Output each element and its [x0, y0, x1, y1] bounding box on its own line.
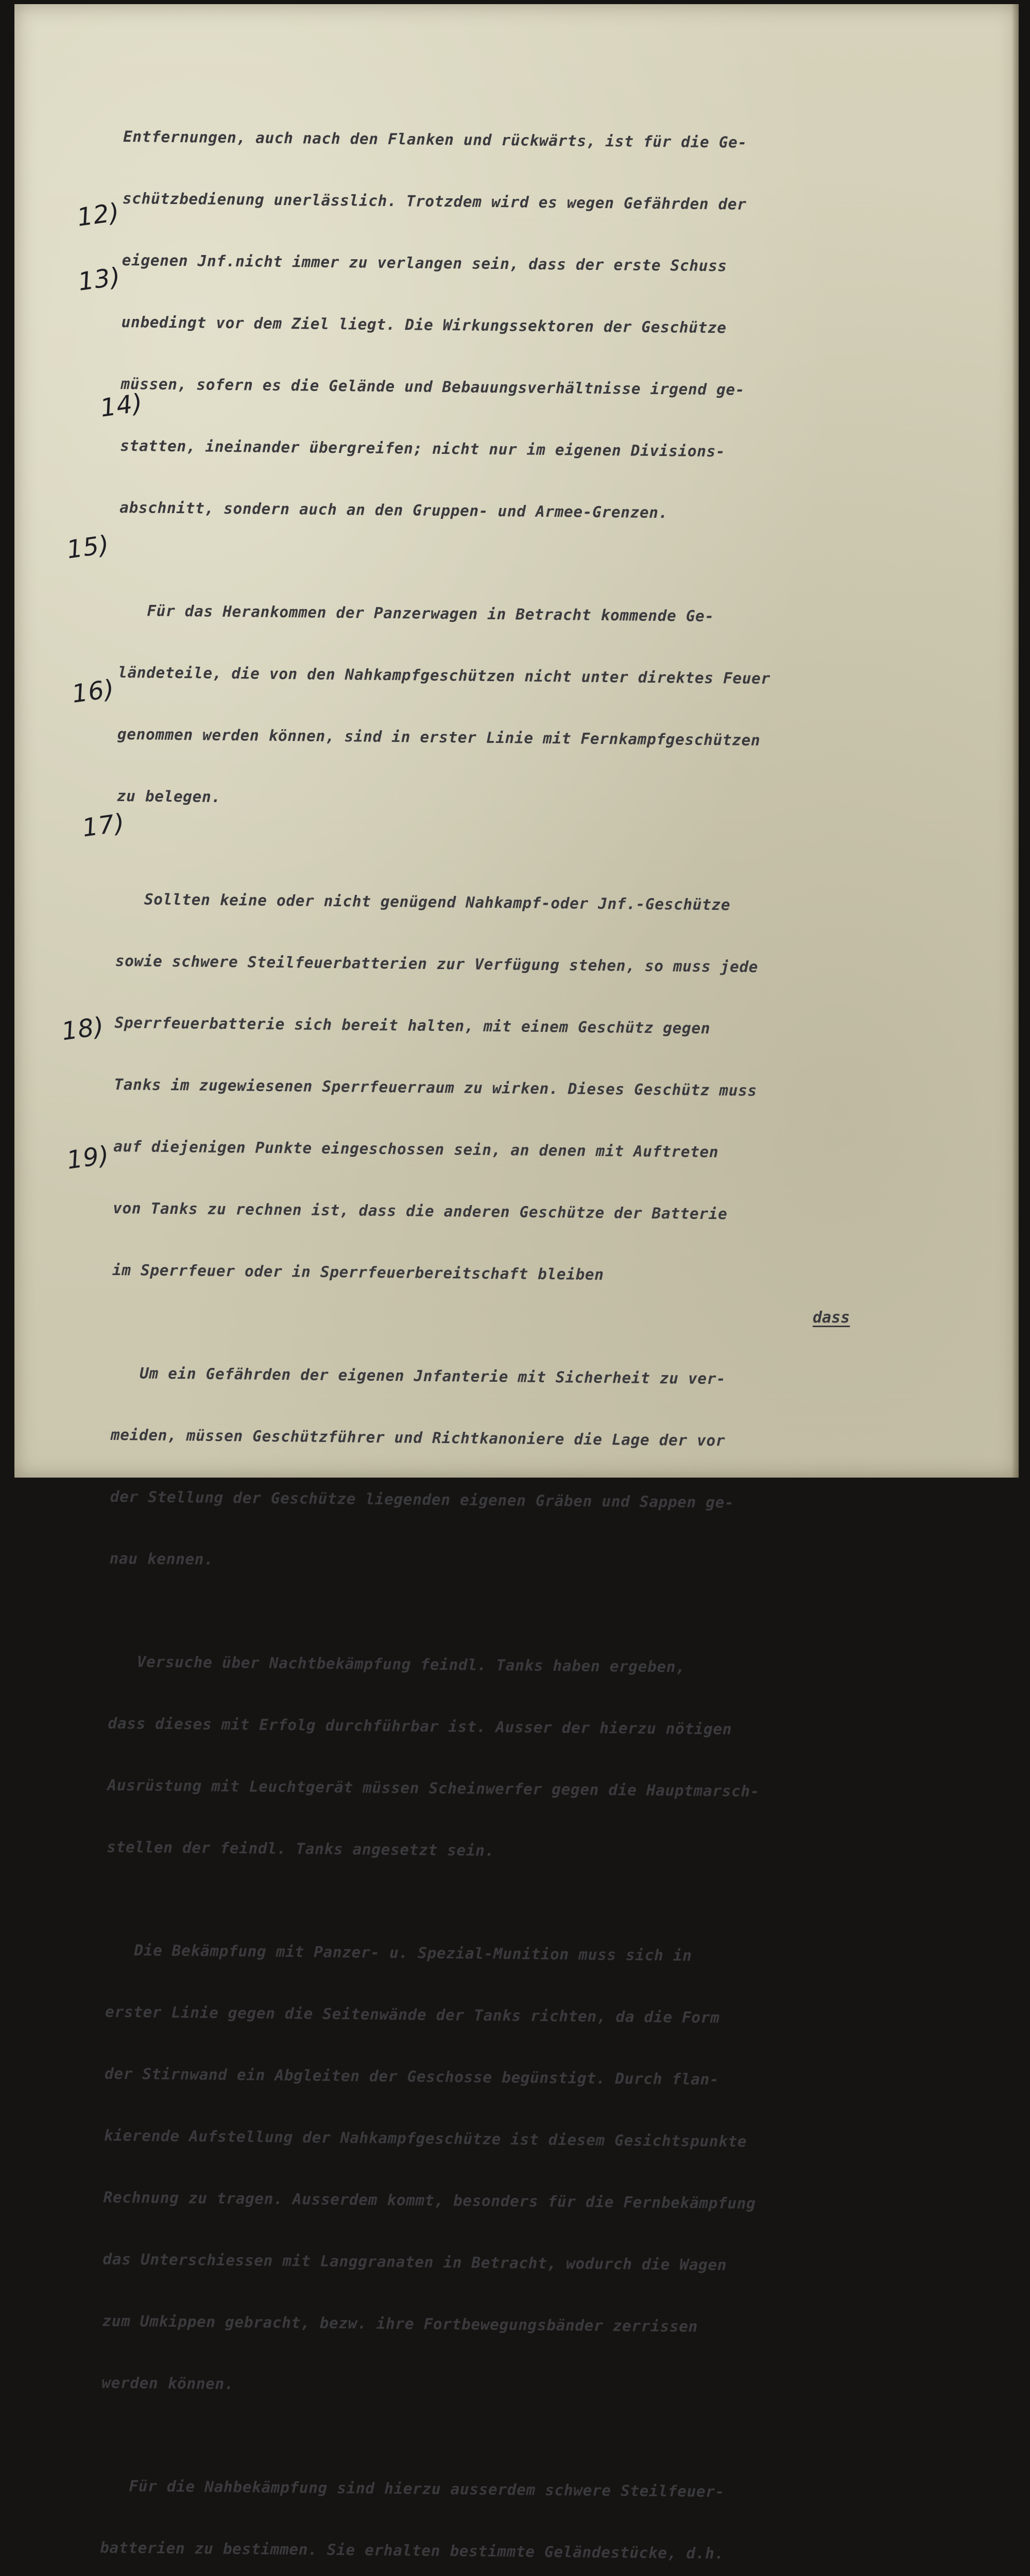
text-line: im Sperrfeuer oder in Sperrfeuerbereitschaft bleiben [112, 1261, 604, 1284]
paragraph-night [106, 1610, 953, 1907]
paragraph-13 [112, 848, 961, 1330]
text-line: statten, ineinander übergreifen; nicht nur im eigenen Divisions- [120, 436, 726, 461]
page-edge-shadow [1011, 4, 1019, 1478]
text-line: abschnitt, sondern auch an den Gruppen- und Armee-Grenzen. [119, 498, 668, 522]
text-line: Entfernungen, auch nach den Flanken und rückwärts, ist für die Ge- [123, 127, 747, 151]
paragraph-intro [119, 85, 968, 567]
text-line: Sperrfeuerbatterie sich bereit halten, mit einem Geschütz gegen [114, 1013, 711, 1038]
text-line: das Unterschiessen mit Langgranaten in Betracht, wodurch die Wagen [102, 2250, 727, 2274]
text-line: dass dieses mit Erfolg durchführbar ist. Ausser der hierzu nötigen [108, 1714, 732, 1738]
margin-number-13: 13) [76, 262, 123, 297]
text-line: erster Linie gegen die Seitenwände der Tanks richten, da die Form [105, 2003, 720, 2027]
text-line: zu belegen. [116, 787, 221, 806]
text-line: stellen der feindl. Tanks angesetzt sein. [107, 1838, 495, 1860]
text-line: eigenen Jnf.nicht immer zu verlangen sein, dass der erste Schuss [122, 251, 727, 275]
text-line: Sollten keine oder nicht genügend Nahkampf-oder Jnf.-Geschütze [115, 890, 731, 914]
margin-number-17: 17) [80, 808, 127, 843]
paragraph-12 [116, 559, 964, 856]
paragraph-16 [96, 2434, 946, 2576]
margin-number-19: 19) [65, 1140, 111, 1175]
text-line: nau kennen. [109, 1549, 214, 1568]
text-line: schützbedienung unerlässlich. Trotzdem wird es wegen Gefährden der [122, 189, 747, 213]
text-line: Rechnung zu tragen. Ausserdem kommt, besonders für die Fernbekämpfung [103, 2188, 756, 2212]
text-line: müssen, sofern es die Gelände und Bebauungsverhältnisse irgend ge- [121, 375, 745, 399]
text-line: Für das Herankommen der Panzerwagen in Betracht kommende Ge- [118, 601, 715, 625]
paragraph-15 [101, 1899, 951, 2443]
text-line: Tanks im zugewiesenen Sperrfeuerraum zu wirken. Dieses Geschütz muss [114, 1075, 757, 1099]
text-line: ländeteile, die von den Nahkampfgeschützen nicht unter direktes Feuer [117, 663, 771, 688]
text-line: auf diejenigen Punkte eingeschossen sein, an denen mit Auftreten [113, 1137, 719, 1161]
text-line: zum Umkippen gebracht, bezw. ihre Fortbewegungsbänder zerrissen [102, 2312, 698, 2335]
text-line: Für die Nahbekämpfung sind hierzu ausserdem schwere Steilfeuer- [100, 2477, 725, 2501]
margin-number-15: 15) [65, 530, 111, 565]
text-line: unbedingt vor dem Ziel liegt. Die Wirkungssektoren der Geschütze [121, 313, 727, 337]
paragraph-14 [109, 1321, 956, 1618]
text-line: Versuche über Nachtbekämpfung feindl. Tanks haben ergeben, [108, 1652, 685, 1676]
text-line: der Stirnwand ein Abgleiten der Geschosse begünstigt. Durch flan- [104, 2064, 719, 2089]
typed-text-body [81, 85, 968, 2576]
catchword: dass [813, 1309, 850, 1327]
text-line: batterien zu bestimmen. Sie erhalten bestimmte Geländestücke, d.h. [99, 2538, 725, 2563]
text-line: genommen werden können, sind in erster Linie mit Fernkampfgeschützen [117, 725, 761, 749]
margin-number-18: 18) [60, 1011, 106, 1046]
text-line: meiden, müssen Geschützführer und Richtkanoniere die Lage der vor [110, 1426, 726, 1450]
margin-number-14: 14) [98, 388, 145, 423]
text-line: von Tanks zu rechnen ist, dass die anderen Geschütze der Batterie [112, 1199, 728, 1223]
text-line: kierende Aufstellung der Nahkampfgeschütze ist diesem Gesichtspunkte [104, 2126, 747, 2150]
text-line: der Stellung der Geschütze liegenden eigenen Gräben und Sappen ge- [110, 1487, 734, 1512]
margin-number-16: 16) [70, 674, 116, 709]
text-line: Um ein Gefährden der eigenen Jnfanterie mit Sicherheit zu ver- [111, 1364, 726, 1388]
margin-number-12: 12) [75, 197, 122, 232]
text-line: werden können. [101, 2374, 234, 2393]
text-line: Ausrüstung mit Leuchtgerät müssen Scheinwerfer gegen die Hauptmarsch- [107, 1776, 760, 1801]
text-line: Die Bekämpfung mit Panzer- u. Spezial-Munition muss sich in [106, 1941, 692, 1964]
text-line: sowie schwere Steilfeuerbatterien zur Verfügung stehen, so muss jede [115, 952, 759, 976]
